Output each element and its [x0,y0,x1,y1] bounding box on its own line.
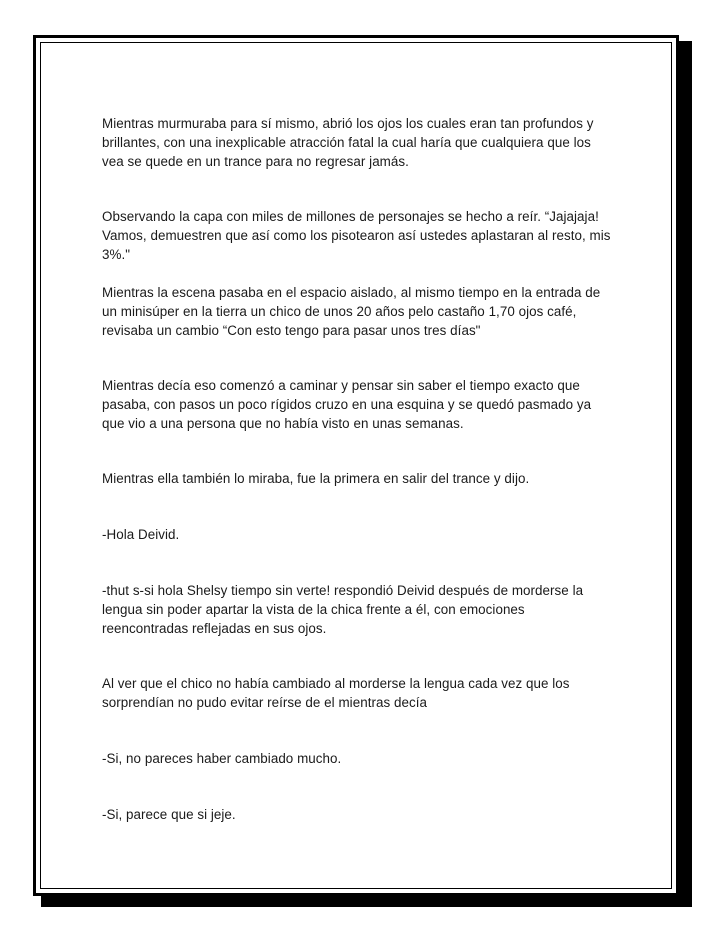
paragraph-9: -Si, no pareces haber cambiado mucho. [102,751,342,766]
paragraph-10: -Si, parece que si jeje. [102,807,236,822]
paragraph-6: -Hola Deivid. [102,527,180,542]
paragraph-4: Mientras decía eso comenzó a caminar y pensar sin saber el tiempo exacto que pasaba, con pasos un poco rígidos cruzo en una esquina y se quedó pasmado ya que vio a una persona que no había visto en unas semanas. [102,378,592,431]
document-page [33,35,679,896]
paragraph-1: Mientras murmuraba para sí mismo, abrió los ojos los cuales eran tan profundos y brillantes, con una inexplicable atracción fatal la cual haría que cualquiera que los vea se quede en un trance para no regresar jamás. [102,116,594,169]
paragraph-7: -thut s-si hola Shelsy tiempo sin verte! respondió Deivid después de morderse la lengua sin poder apartar la vista de la chica frente a él, con emociones reencontradas reflejadas en sus ojos. [102,583,584,636]
paragraph-3: Mientras la escena pasaba en el espacio aislado, al mismo tiempo en la entrada de un minisúper en la tierra un chico de unos 20 años pelo castaño 1,70 ojos café, revisaba un cambio “Con esto tengo para pasar unos tres días" [102,285,601,338]
paragraph-2: Observando la capa con miles de millones de personajes se hecho a reír. “Jajajaja! Vamos, demuestren que así como los pisotearon así ustedes aplastaran al resto, mis 3%." [102,209,611,262]
paragraph-8: Al ver que el chico no había cambiado al morderse la lengua cada vez que los sorprendían no pudo evitar reírse de el mientras decía [102,676,570,710]
paragraph-5: Mientras ella también lo miraba, fue la primera en salir del trance y dijo. [102,471,530,486]
